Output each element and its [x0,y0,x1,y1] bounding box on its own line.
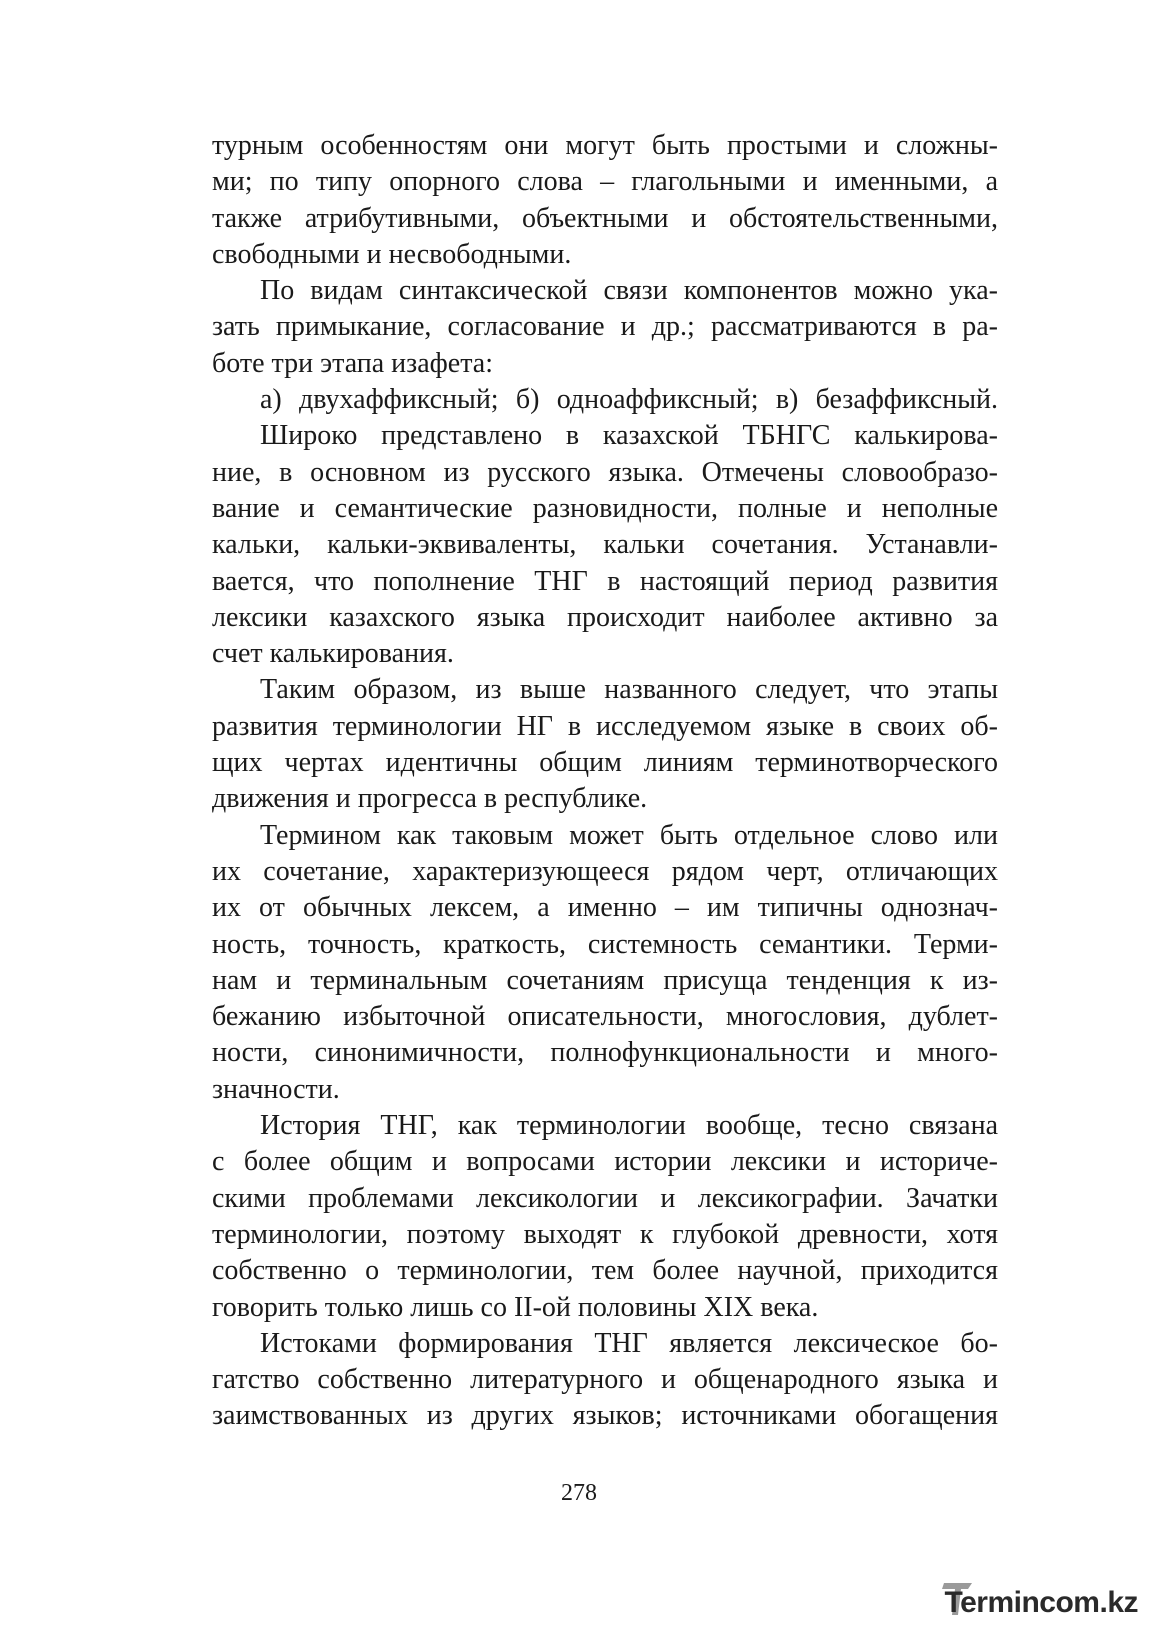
text-line: с более общим и вопросами истории лексики и историче- [212,1146,998,1178]
text-line: зать примыкание, согласование и др.; рассматриваются в ра- [212,311,998,343]
text-line: а) двухаффиксный; б) одноаффиксный; в) безаффиксный. [260,384,998,416]
watermark-logo [938,1575,1138,1623]
text-line: движения и прогресса в республике. [212,783,648,815]
text-line: заимствованных из других языков; источниками обогащения [212,1400,998,1432]
text-line: терминологии, поэтому выходят к глубокой древности, хотя [212,1218,998,1250]
body-text [212,128,998,1435]
text-line: турным особенностям они могут быть простыми и сложны- [212,130,998,161]
text-line: гатство собственно литературного и общенародного языка и [212,1364,998,1396]
watermark-text: Termincom.kz [944,1586,1138,1619]
text-line: боте три этапа изафета: [212,347,493,379]
text-line: собственно о терминологии, тем более научной, приходится [212,1255,998,1287]
text-line: развития терминологии НГ в исследуемом языке в своих об- [212,710,998,742]
text-line: значности. [212,1073,340,1105]
text-line: Истоками формирования ТНГ является лексическое бо- [260,1327,998,1359]
text-line: щих чертах идентичны общим линиям терминотворческого [212,747,998,779]
text-line: вание и семантические разновидности, полные и неполные [212,492,998,524]
text-line: бежанию избыточной описательности, многословия, дублет- [212,1001,998,1033]
text-line: вается, что пополнение ТНГ в настоящий период развития [212,565,998,597]
text-line: их сочетание, характеризующееся рядом черт, отличающих [212,855,998,887]
text-line: говорить только лишь со II-ой половины XIX века. [212,1291,819,1323]
text-line: История ТНГ, как терминологии вообще, тесно связана [260,1110,998,1142]
text-line: скими проблемами лексикологии и лексикографии. Зачатки [212,1182,998,1214]
page-number: 278 [561,1480,597,1506]
text-line: По видам синтаксической связи компонентов можно ука- [260,275,998,307]
text-line: ние, в основном из русского языка. Отмечены словообразо- [212,456,998,488]
text-line: свободными и несвободными. [212,238,572,270]
text-line: ность, точность, краткость, системность семантики. Терми- [212,928,998,960]
text-line: ми; по типу опорного слова – глагольными и именными, а [212,166,998,198]
text-line: счет калькирования. [212,638,454,670]
text-line: Термином как таковым может быть отдельное слово или [260,819,998,851]
text-line: Широко представлено в казахской ТБНГС калькирова- [260,420,998,452]
text-line: нам и терминальным сочетаниям присуща тенденция к из- [212,964,998,996]
text-line: лексики казахского языка происходит наиболее активно за [212,601,998,633]
text-line: Таким образом, из выше названного следует, что этапы [260,674,998,706]
text-line: ности, синонимичности, полнофункциональности и много- [212,1037,998,1069]
text-line: также атрибутивными, объектными и обстоятельственными, [212,202,998,234]
text-line: кальки, кальки-эквиваленты, кальки сочетания. Устанавли- [212,529,998,561]
text-line: их от обычных лексем, а именно – им типичны однознач- [212,892,998,924]
